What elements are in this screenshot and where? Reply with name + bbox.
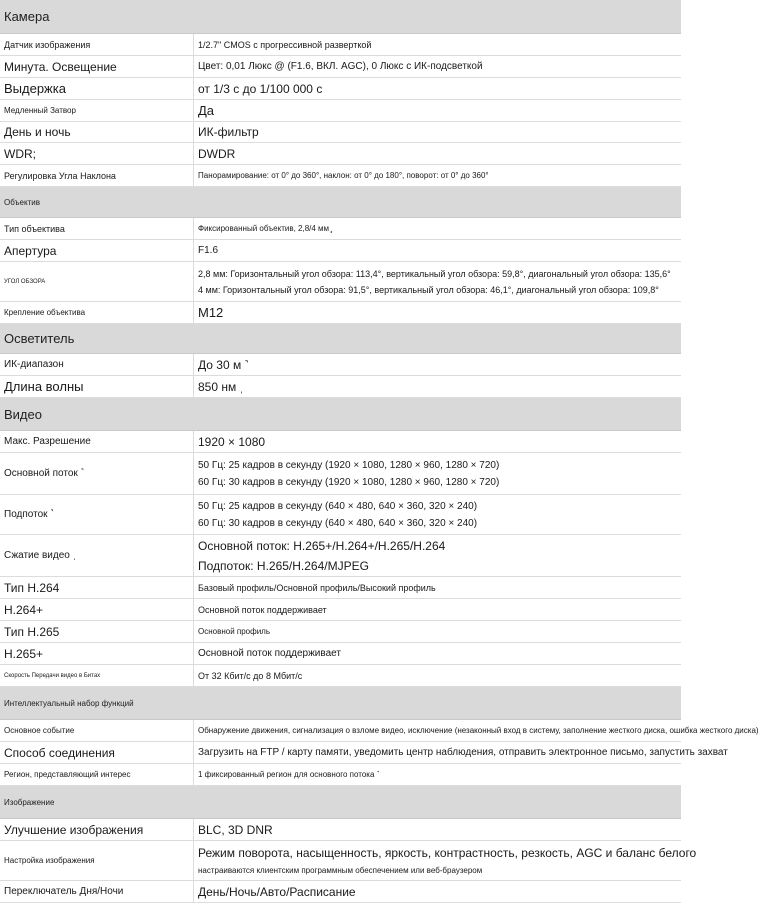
spec-value: настраиваются клиентским программным обеспечением или веб-браузером [198, 866, 483, 875]
spec-label: Сжатие видео ˌ [0, 535, 194, 576]
table-row [0, 240, 681, 262]
section-title: Камера [4, 9, 50, 24]
spec-value: Подпоток: H.265/H.264/MJPEG [198, 558, 369, 573]
table-row [0, 720, 759, 742]
spec-value: 1 фиксированный регион для основного потока ˺ [198, 770, 380, 779]
table-row [0, 78, 681, 100]
spec-label: Медленный Затвор [0, 100, 194, 121]
spec-label: Улучшение изображения [0, 819, 194, 840]
table-row [0, 100, 681, 122]
table-row [0, 431, 681, 453]
table-row [0, 354, 681, 376]
table-row [0, 34, 681, 56]
table-row [0, 262, 681, 302]
spec-label: Способ соединения [0, 742, 194, 763]
table-row [0, 665, 681, 687]
section-video [0, 398, 681, 431]
spec-label: H.265+ [0, 643, 194, 664]
table-row [0, 764, 681, 786]
spec-label: Макс. Разрешение [0, 431, 194, 452]
spec-value: Основной поток: H.265+/H.264+/H.265/H.264 [198, 538, 446, 553]
spec-value: Обнаружение движения, сигнализация о взломе видео, исключение (незаконный вход в систему, заполнение жесткого диска, ошибка жесткого диска) [198, 726, 759, 735]
spec-label: Длина волны [0, 376, 194, 397]
table-row [0, 577, 681, 599]
spec-label: Основной поток ˺ [0, 453, 194, 494]
spec-label: Настройка изображения [0, 841, 194, 880]
spec-value: 4 мм: Горизонтальный угол обзора: 91,5°, вертикальный угол обзора: 46,1°, диагональный угол обзора: 109,8° [198, 284, 659, 295]
table-row [0, 453, 681, 495]
table-row [0, 643, 681, 665]
section-title: Осветитель [4, 331, 75, 346]
section-image [0, 786, 681, 819]
spec-value: ИК-фильтр [198, 125, 259, 139]
section-title: Интеллектуальный набор функций [4, 698, 134, 708]
spec-value: 60 Гц: 30 кадров в секунду (640 × 480, 640 × 360, 320 × 240) [198, 517, 478, 529]
spec-value: Панорамирование: от 0° до 360°, наклон: от 0° до 180°, поворот: от 0° до 360° [198, 171, 489, 180]
table-row [0, 143, 681, 165]
table-row [0, 56, 681, 78]
table-row [0, 495, 681, 535]
spec-label: Крепление объектива [0, 302, 194, 323]
section-camera [0, 0, 681, 34]
spec-value: Основной профиль [198, 627, 271, 636]
spec-label: Датчик изображения [0, 34, 194, 55]
spec-value: BLC, 3D DNR [198, 822, 273, 837]
spec-value: Режим поворота, насыщенность, яркость, контрастность, резкость, AGC и баланс белого [198, 846, 697, 860]
table-row [0, 819, 681, 841]
table-row [0, 742, 728, 764]
table-row [0, 165, 681, 187]
section-smart [0, 687, 681, 720]
spec-value: 2,8 мм: Горизонтальный угол обзора: 113,4°, вертикальный угол обзора: 59,8°, диагональный угол обзора: 135,6° [198, 268, 671, 279]
spec-label: Минута. Освещение [0, 56, 194, 77]
spec-value: Основной поток поддерживает [198, 604, 327, 615]
spec-label: ИК-диапазон [0, 354, 194, 375]
spec-value: Цвет: 0,01 Люкс @ (F1.6, ВКЛ. AGC), 0 Люкс с ИК-подсветкой [198, 61, 483, 72]
section-title: Видео [4, 406, 42, 422]
spec-value: 850 нм ˌ [198, 379, 244, 394]
spec-label: УГОЛ ОБЗОРА [0, 262, 194, 301]
spec-value: 1/2.7" CMOS с прогрессивной разверткой [198, 39, 372, 50]
spec-label: Скорость Передачи видео в Битах [0, 665, 194, 686]
spec-label: Регулировка Угла Наклона [0, 165, 194, 186]
spec-label: Тип H.265 [0, 621, 194, 642]
spec-value: Да [198, 103, 215, 118]
spec-value: DWDR [198, 146, 236, 161]
table-row [0, 599, 681, 621]
table-row [0, 621, 681, 643]
spec-value: До 30 м ˺ [198, 357, 249, 372]
table-row [0, 881, 681, 903]
table-row [0, 841, 697, 881]
spec-label: Тип объектива [0, 218, 194, 239]
section-illuminator [0, 324, 681, 354]
spec-label: Тип H.264 [0, 577, 194, 598]
section-lens [0, 187, 681, 218]
table-row [0, 218, 681, 240]
spec-value: M12 [198, 305, 224, 320]
table-row [0, 535, 681, 577]
spec-value: Основной поток поддерживает [198, 648, 341, 659]
spec-value: Загрузить на FTP / карту памяти, уведомить центр наблюдения, отправить электронное письмо, запустить захват [198, 747, 728, 758]
table-row [0, 376, 681, 398]
spec-value: 60 Гц: 30 кадров в секунду (1920 × 1080, 1280 × 960, 1280 × 720) [198, 476, 500, 488]
spec-label: H.264+ [0, 599, 194, 620]
spec-value: Базовый профиль/Основной профиль/Высокий профиль [198, 582, 436, 593]
spec-label: Регион, представляющий интерес [0, 764, 194, 785]
section-title: Объектив [4, 197, 40, 207]
spec-value: 1920 × 1080 [198, 434, 266, 449]
section-title: Изображение [4, 797, 55, 807]
spec-value: F1.6 [198, 245, 219, 256]
spec-value: 50 Гц: 25 кадров в секунду (640 × 480, 640 × 360, 320 × 240) [198, 500, 478, 512]
spec-value: 50 Гц: 25 кадров в секунду (1920 × 1080, 1280 × 960, 1280 × 720) [198, 459, 500, 471]
spec-value: От 32 Кбит/с до 8 Мбит/с [198, 670, 303, 681]
table-row [0, 302, 681, 324]
spec-label: Переключатель Дня/Ночи [0, 881, 194, 902]
table-row [0, 122, 681, 143]
spec-value: от 1/3 с до 1/100 000 с [198, 81, 323, 96]
spec-label: День и ночь [0, 122, 194, 142]
spec-label: Выдержка [0, 78, 194, 99]
spec-label: Подпоток ˺ [0, 495, 194, 534]
spec-label: Апертура [0, 240, 194, 261]
spec-label: WDR; [0, 143, 194, 164]
spec-value: Фиксированный объектив, 2,8/4 мм ̧̧ [198, 224, 332, 233]
spec-label: Основное событие [0, 720, 194, 741]
spec-value: День/Ночь/Авто/Расписание [198, 884, 356, 899]
